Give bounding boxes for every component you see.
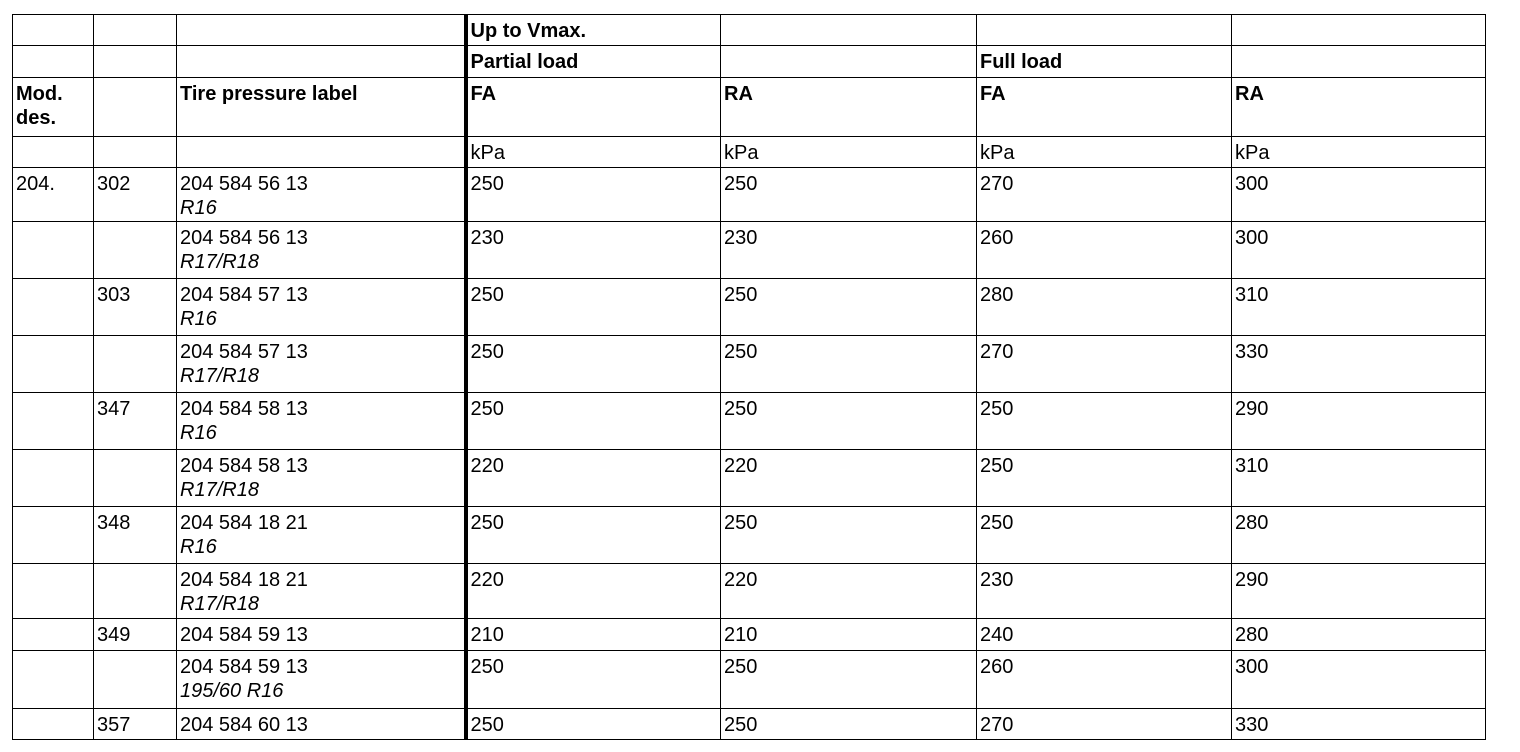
code-cell <box>94 651 177 709</box>
table-row <box>13 709 1486 740</box>
label-cell <box>177 619 466 651</box>
code-cell <box>94 336 177 393</box>
label-size: 195/60 R16 <box>180 680 284 702</box>
mod-cell <box>13 450 94 507</box>
ra-partial-value: 250 <box>721 168 977 222</box>
label-size: R17/R18 <box>180 365 259 387</box>
label-size: R17/R18 <box>180 593 259 615</box>
tire-pressure-table <box>12 14 1486 740</box>
unit-ra-partial: kPa <box>721 137 977 168</box>
label-cell <box>177 564 466 619</box>
empty-cell <box>13 46 94 78</box>
label-number: 204 584 58 13 <box>180 398 308 420</box>
ra-partial-value: 250 <box>721 709 977 740</box>
fa-full-value: 230 <box>977 564 1232 619</box>
ra-full-value: 300 <box>1232 651 1486 709</box>
ra-partial-header: RA <box>721 78 977 137</box>
ra-full-value: 290 <box>1232 393 1486 450</box>
header-row-columns <box>13 78 1486 137</box>
fa-full-value: 260 <box>977 651 1232 709</box>
label-size: R16 <box>180 197 217 219</box>
ra-full-value: 310 <box>1232 450 1486 507</box>
fa-full-value: 270 <box>977 709 1232 740</box>
ra-partial-value: 210 <box>721 619 977 651</box>
ra-partial-value: 250 <box>721 651 977 709</box>
mod-cell <box>13 619 94 651</box>
ra-full-value: 280 <box>1232 507 1486 564</box>
fa-full-header: FA <box>977 78 1232 137</box>
units-row <box>13 137 1486 168</box>
code-cell: 357 <box>94 709 177 740</box>
fa-partial-value: 210 <box>466 619 721 651</box>
label-size: R16 <box>180 536 217 558</box>
fa-full-value: 250 <box>977 393 1232 450</box>
empty-cell <box>94 137 177 168</box>
mod-cell <box>13 709 94 740</box>
ra-full-value: 330 <box>1232 336 1486 393</box>
label-number: 204 584 59 13 <box>180 624 308 646</box>
code-cell <box>94 222 177 279</box>
fa-full-value: 260 <box>977 222 1232 279</box>
code-cell <box>94 564 177 619</box>
fa-full-value: 270 <box>977 336 1232 393</box>
table-row <box>13 336 1486 393</box>
code-cell <box>94 450 177 507</box>
table-row <box>13 619 1486 651</box>
label-number: 204 584 57 13 <box>180 284 308 306</box>
ra-partial-value: 230 <box>721 222 977 279</box>
full-load-header: Full load <box>977 46 1232 78</box>
ra-partial-value: 250 <box>721 393 977 450</box>
ra-full-value: 290 <box>1232 564 1486 619</box>
fa-full-value: 250 <box>977 507 1232 564</box>
label-size: R17/R18 <box>180 479 259 501</box>
ra-full-value: 300 <box>1232 168 1486 222</box>
label-number: 204 584 60 13 <box>180 714 308 736</box>
table-row <box>13 393 1486 450</box>
empty-cell <box>13 15 94 46</box>
mod-cell <box>13 564 94 619</box>
label-number: 204 584 18 21 <box>180 512 308 534</box>
label-cell <box>177 450 466 507</box>
ra-partial-value: 250 <box>721 279 977 336</box>
empty-cell <box>721 46 977 78</box>
label-cell <box>177 222 466 279</box>
empty-cell <box>94 15 177 46</box>
empty-cell <box>13 137 94 168</box>
table-row <box>13 651 1486 709</box>
fa-partial-value: 220 <box>466 564 721 619</box>
table-row <box>13 222 1486 279</box>
label-number: 204 584 57 13 <box>180 341 308 363</box>
header-row-speed <box>13 15 1486 46</box>
fa-partial-value: 250 <box>466 393 721 450</box>
ra-partial-value: 250 <box>721 336 977 393</box>
code-cell: 302 <box>94 168 177 222</box>
mod-cell <box>13 222 94 279</box>
unit-ra-full: kPa <box>1232 137 1486 168</box>
fa-partial-value: 250 <box>466 168 721 222</box>
mod-cell <box>13 651 94 709</box>
mod-des-header <box>13 78 94 137</box>
empty-cell <box>177 137 466 168</box>
fa-partial-value: 250 <box>466 507 721 564</box>
mod-cell <box>13 507 94 564</box>
label-size: R16 <box>180 308 217 330</box>
label-cell <box>177 709 466 740</box>
ra-full-value: 280 <box>1232 619 1486 651</box>
label-cell <box>177 393 466 450</box>
empty-cell <box>721 15 977 46</box>
code-cell: 348 <box>94 507 177 564</box>
mod-cell: 204. <box>13 168 94 222</box>
label-cell <box>177 507 466 564</box>
ra-full-value: 310 <box>1232 279 1486 336</box>
empty-cell <box>94 78 177 137</box>
fa-partial-value: 250 <box>466 279 721 336</box>
mod-cell <box>13 279 94 336</box>
ra-full-header: RA <box>1232 78 1486 137</box>
table-row <box>13 507 1486 564</box>
empty-cell <box>1232 15 1486 46</box>
unit-fa-partial: kPa <box>466 137 721 168</box>
label-cell <box>177 336 466 393</box>
label-number: 204 584 56 13 <box>180 227 308 249</box>
label-cell <box>177 168 466 222</box>
mod-cell <box>13 393 94 450</box>
label-number: 204 584 56 13 <box>180 173 308 195</box>
ra-partial-value: 220 <box>721 450 977 507</box>
fa-full-value: 280 <box>977 279 1232 336</box>
table-row <box>13 279 1486 336</box>
fa-partial-value: 220 <box>466 450 721 507</box>
label-number: 204 584 59 13 <box>180 656 308 678</box>
ra-partial-value: 220 <box>721 564 977 619</box>
fa-partial-value: 230 <box>466 222 721 279</box>
fa-partial-header: FA <box>466 78 721 137</box>
ra-partial-value: 250 <box>721 507 977 564</box>
tire-label-header: Tire pressure label <box>177 78 466 137</box>
unit-fa-full: kPa <box>977 137 1232 168</box>
empty-cell <box>977 15 1232 46</box>
label-size: R16 <box>180 422 217 444</box>
fa-partial-value: 250 <box>466 651 721 709</box>
table-row <box>13 450 1486 507</box>
fa-full-value: 240 <box>977 619 1232 651</box>
empty-cell <box>1232 46 1486 78</box>
speed-header: Up to Vmax. <box>466 15 721 46</box>
empty-cell <box>177 15 466 46</box>
code-cell: 347 <box>94 393 177 450</box>
fa-full-value: 270 <box>977 168 1232 222</box>
table-row <box>13 168 1486 222</box>
mod-cell <box>13 336 94 393</box>
label-cell <box>177 651 466 709</box>
empty-cell <box>94 46 177 78</box>
partial-load-header: Partial load <box>466 46 721 78</box>
header-row-load <box>13 46 1486 78</box>
fa-partial-value: 250 <box>466 336 721 393</box>
ra-full-value: 300 <box>1232 222 1486 279</box>
empty-cell <box>177 46 466 78</box>
code-cell: 349 <box>94 619 177 651</box>
label-number: 204 584 18 21 <box>180 569 308 591</box>
table-row <box>13 564 1486 619</box>
label-size: R17/R18 <box>180 251 259 273</box>
fa-full-value: 250 <box>977 450 1232 507</box>
ra-full-value: 330 <box>1232 709 1486 740</box>
mod-des-line1: Mod. <box>16 83 63 105</box>
code-cell: 303 <box>94 279 177 336</box>
fa-partial-value: 250 <box>466 709 721 740</box>
label-number: 204 584 58 13 <box>180 455 308 477</box>
mod-des-line2: des. <box>16 107 57 129</box>
label-cell <box>177 279 466 336</box>
